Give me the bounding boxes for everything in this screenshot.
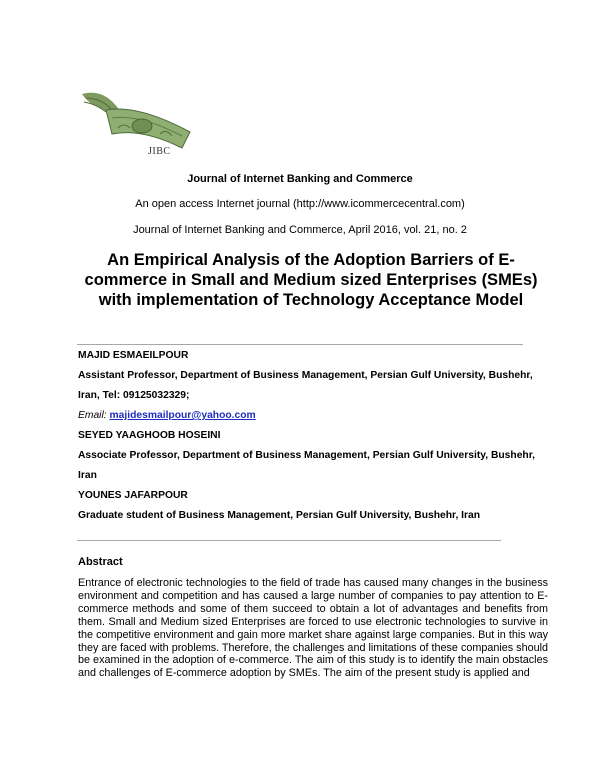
author-name: SEYED YAAGHOOB HOSEINI [78, 430, 221, 441]
journal-citation: Journal of Internet Banking and Commerce, April 2016, vol. 21, no. 2 [133, 224, 467, 236]
author-email-line [78, 406, 548, 426]
journal-access-line: An open access Internet journal (http://www.icommercecentral.com) [135, 198, 465, 210]
author-name: MAJID ESMAEILPOUR [78, 350, 189, 361]
author-affiliation: Graduate student of Business Management, Persian Gulf University, Bushehr, Iran [78, 510, 481, 521]
paper-title: An Empirical Analysis of the Adoption Barriers of E-commerce in Small and Medium sized Enterprises (SMEs) with implementation of Technology Acceptance Model [84, 251, 538, 309]
author-affiliation: Associate Professor, Department of Business Management, Persian Gulf University, Bushehr, Iran [78, 450, 536, 481]
email-label: Email: [78, 410, 107, 421]
divider-top [77, 344, 523, 345]
abstract-heading: Abstract [78, 556, 123, 568]
logo-text: JIBC [148, 146, 171, 157]
author-affiliation: Assistant Professor, Department of Business Management, Persian Gulf University, Bushehr, Iran, Tel: 09125032329; [78, 370, 533, 401]
abstract-text: Entrance of electronic technologies to the field of trade has caused many changes in the business environment and competition and has caused a large number of companies to pay attention to E-commerce methods and some of them succeed to obtain a lot of advantages and benefits from them. Small and Medium sized Enterprises are forced to use electronic technologies to survive in the competitive environment and gain more market share against large companies. But in this way they are faced with problems. Therefore, the challenges and limitations of these companies should be examined in the adoption of e-commerce. The aim of this study is to identify the main obstacles and challenges of E-commerce adoption by SMEs. The aim of the present study is applied and [78, 577, 548, 680]
authors-block [78, 346, 548, 526]
author-email-link[interactable]: majidesmailpour@yahoo.com [109, 410, 256, 421]
winged-dollar-icon [78, 88, 196, 160]
author-name: YOUNES JAFARPOUR [78, 490, 188, 501]
divider-bottom [77, 540, 501, 541]
journal-logo [78, 88, 196, 160]
journal-name: Journal of Internet Banking and Commerce [187, 173, 413, 185]
